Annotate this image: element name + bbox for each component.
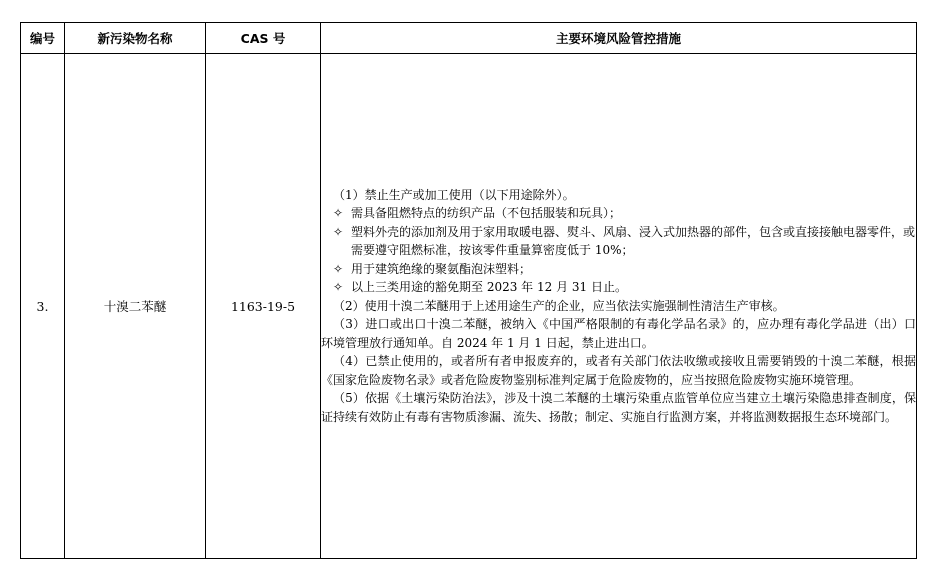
measure-item-3: （3）进口或出口十溴二苯醚，被纳入《中国严格限制的有毒化学品名录》的，应办理有毒化学品进（出）口环境管理放行通知单。自 2024 年 1 月 1 日起，禁止进出口。 — [321, 317, 916, 350]
exemption-text: 用于建筑绝缘的聚氨酯泡沫塑料； — [351, 261, 532, 276]
measure-item-1: （1）禁止生产或加工使用（以下用途除外）。 — [333, 187, 575, 202]
diamond-bullet-icon: ✧ — [333, 280, 344, 295]
pollutant-name: 十溴二苯醚 — [65, 54, 206, 559]
header-name: 新污染物名称 — [65, 23, 206, 54]
header-cas: CAS 号 — [206, 23, 321, 54]
diamond-bullet-icon: ✧ — [333, 261, 344, 276]
table-row — [21, 54, 917, 559]
exemption-item — [321, 204, 916, 223]
pollutant-table — [20, 22, 917, 559]
measure-item-2: （2）使用十溴二苯醚用于上述用途生产的企业，应当依法实施强制性清洁生产审核。 — [333, 298, 785, 313]
exemption-item — [321, 260, 916, 279]
exemption-item — [321, 223, 916, 260]
header-number: 编号 — [21, 23, 65, 54]
diamond-bullet-icon: ✧ — [333, 224, 344, 239]
diamond-bullet-icon: ✧ — [333, 206, 344, 221]
measure-item-4: （4）已禁止使用的，或者所有者申报废弃的，或者有关部门依法收缴或接收且需要销毁的十溴二苯醚，根据《国家危险废物名录》或者危险废物鉴别标准判定属于危险废物的，应当按照危险废物实施环境管理。 — [321, 354, 916, 387]
row-number: 3. — [21, 54, 65, 559]
header-measures: 主要环境风险管控措施 — [321, 23, 917, 54]
exemption-item — [321, 278, 916, 297]
exemption-text: 需具备阻燃特点的纺织产品（不包括服装和玩具）； — [351, 206, 622, 221]
measures-cell — [321, 54, 917, 559]
exemption-text: 塑料外壳的添加剂及用于家用取暖电器、熨斗、风扇、浸入式加热器的部件，包含或直接接触电器零件，或需要遵守阻燃标准，按该零件重量算密度低于 10%； — [351, 224, 916, 258]
cas-number: 1163-19-5 — [206, 54, 321, 559]
exemption-text: 以上三类用途的豁免期至 2023 年 12 月 31 日止。 — [351, 280, 627, 295]
measure-item-5: （5）依据《土壤污染防治法》，涉及十溴二苯醚的土壤污染重点监管单位应当建立土壤污染隐患排查制度，保证持续有效防止有毒有害物质渗漏、流失、扬散；制定、实施自行监测方案，并将监测数据报生态环境部门。 — [321, 391, 916, 424]
header-row — [21, 23, 917, 54]
